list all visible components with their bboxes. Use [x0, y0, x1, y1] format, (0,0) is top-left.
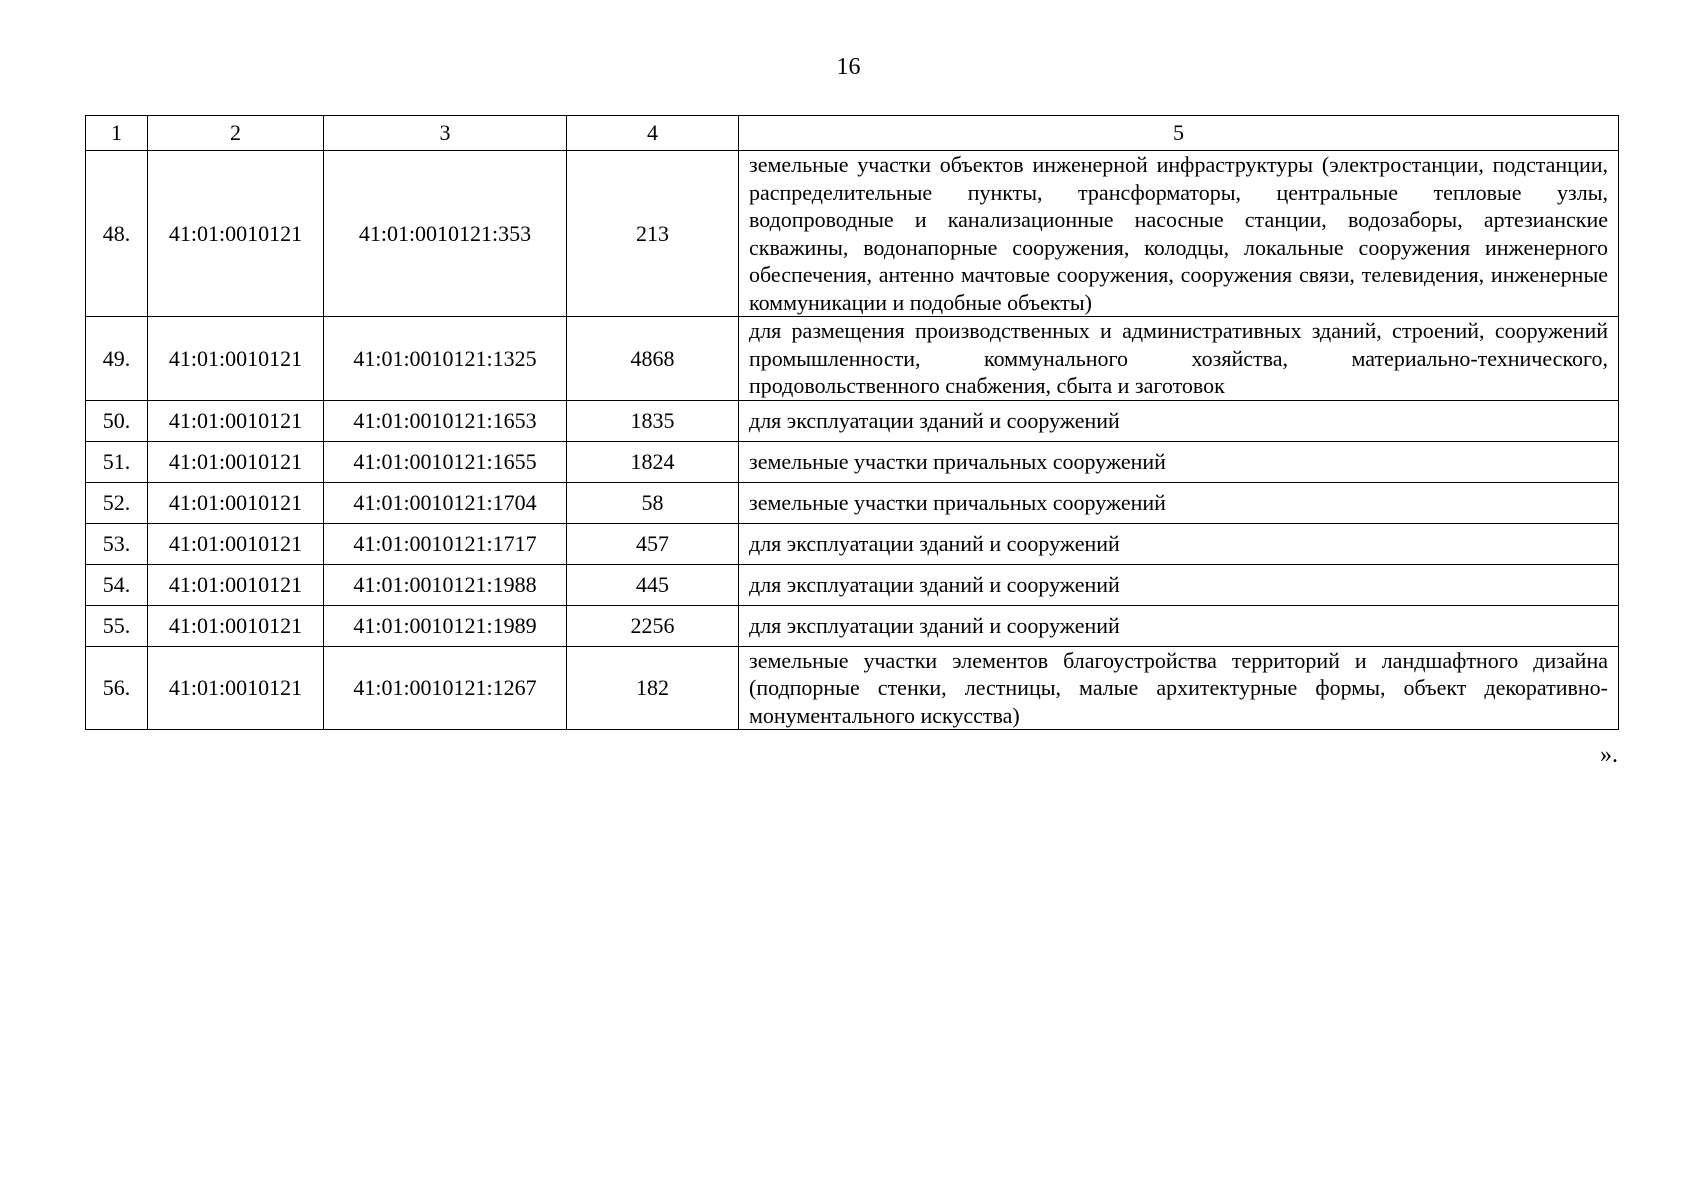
permitted-use: для эксплуатации зданий и сооружений — [739, 605, 1619, 646]
row-number: 50. — [86, 400, 148, 441]
table-row — [86, 441, 1619, 482]
cadastral-number: 41:01:0010121:1325 — [324, 317, 567, 401]
table-header-row — [86, 116, 1619, 151]
cadastral-number: 41:01:0010121:1717 — [324, 523, 567, 564]
row-number: 52. — [86, 482, 148, 523]
cadastral-number: 41:01:0010121:353 — [324, 151, 567, 317]
permitted-use: для размещения производственных и административных зданий, строений, сооружений промышленности, коммунального хозяйства, материально-технического, продовольственного снабжения, сбыта и заготовок — [739, 317, 1619, 401]
row-number: 55. — [86, 605, 148, 646]
cadastral-number: 41:01:0010121:1267 — [324, 646, 567, 730]
permitted-use: земельные участки причальных сооружений — [739, 441, 1619, 482]
permitted-use: для эксплуатации зданий и сооружений — [739, 400, 1619, 441]
cadastral-quarter: 41:01:0010121 — [148, 646, 324, 730]
row-number: 48. — [86, 151, 148, 317]
cadastral-number: 41:01:0010121:1989 — [324, 605, 567, 646]
permitted-use: земельные участки объектов инженерной инфраструктуры (электростанции, подстанции, распределительные пункты, трансформаторы, центральные тепловые узлы, водопроводные и канализационные насосные станции, водозаборы, артезианские скважины, водонапорные сооружения, колодцы, локальные сооружения инженерного обеспечения, антенно мачтовые сооружения, сооружения связи, телевидения, инженерные коммуникации и подобные объекты) — [739, 151, 1619, 317]
cadastral-quarter: 41:01:0010121 — [148, 564, 324, 605]
page-number: 16 — [836, 54, 861, 80]
plot-area: 58 — [567, 482, 739, 523]
column-header-number: 1 — [86, 116, 148, 151]
cadastral-number: 41:01:0010121:1655 — [324, 441, 567, 482]
cadastral-number: 41:01:0010121:1988 — [324, 564, 567, 605]
permitted-use: земельные участки причальных сооружений — [739, 482, 1619, 523]
permitted-use: для эксплуатации зданий и сооружений — [739, 523, 1619, 564]
closing-quote-mark: ». — [1600, 742, 1618, 768]
cadastral-quarter: 41:01:0010121 — [148, 523, 324, 564]
cadastral-quarter: 41:01:0010121 — [148, 317, 324, 401]
table-row — [86, 523, 1619, 564]
plot-area: 4868 — [567, 317, 739, 401]
table-row — [86, 605, 1619, 646]
cadastral-number: 41:01:0010121:1704 — [324, 482, 567, 523]
table-row — [86, 151, 1619, 317]
plot-area: 2256 — [567, 605, 739, 646]
row-number: 51. — [86, 441, 148, 482]
column-header-area: 4 — [567, 116, 739, 151]
cadastral-quarter: 41:01:0010121 — [148, 441, 324, 482]
table-row — [86, 400, 1619, 441]
cadastral-number: 41:01:0010121:1653 — [324, 400, 567, 441]
plot-area: 445 — [567, 564, 739, 605]
row-number: 54. — [86, 564, 148, 605]
permitted-use: для эксплуатации зданий и сооружений — [739, 564, 1619, 605]
column-header-cadastral: 3 — [324, 116, 567, 151]
row-number: 53. — [86, 523, 148, 564]
plot-area: 1824 — [567, 441, 739, 482]
cadastral-quarter: 41:01:0010121 — [148, 482, 324, 523]
plot-area: 457 — [567, 523, 739, 564]
cadastral-quarter: 41:01:0010121 — [148, 151, 324, 317]
table-row — [86, 317, 1619, 401]
plot-area: 1835 — [567, 400, 739, 441]
row-number: 49. — [86, 317, 148, 401]
table-row — [86, 482, 1619, 523]
permitted-use: земельные участки элементов благоустройства территорий и ландшафтного дизайна (подпорные стенки, лестницы, малые архитектурные формы, объект декоративно-монументального искусства) — [739, 646, 1619, 730]
plot-area: 182 — [567, 646, 739, 730]
row-number: 56. — [86, 646, 148, 730]
column-header-quarter: 2 — [148, 116, 324, 151]
cadastral-quarter: 41:01:0010121 — [148, 605, 324, 646]
cadastral-quarter: 41:01:0010121 — [148, 400, 324, 441]
column-header-purpose: 5 — [739, 116, 1619, 151]
table-row — [86, 564, 1619, 605]
plot-area: 213 — [567, 151, 739, 317]
land-plots-table — [85, 115, 1619, 730]
table-row — [86, 646, 1619, 730]
